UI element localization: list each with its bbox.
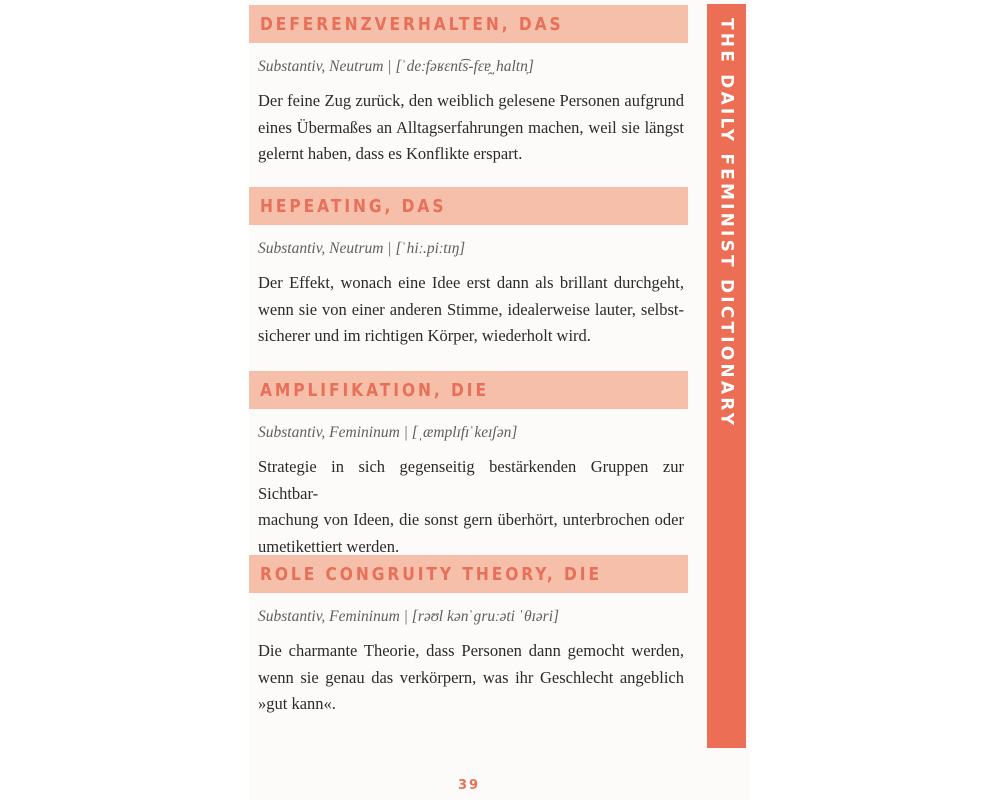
definition-line: Der feine Zug zurück, den weiblich gelesene Personen aufgrund — [258, 91, 684, 110]
entry-definition — [258, 454, 684, 560]
entry-term: ROLE CONGRUITY THEORY, DIE — [260, 563, 602, 585]
entry-definition — [258, 270, 684, 350]
entry-heading-bar — [249, 5, 688, 43]
entry-grammar: Substantiv, Neutrum | [ˈhiː.piːtɪŋ] — [258, 240, 466, 257]
definition-line: wenn sie von einer anderen Stimme, idealerweise lauter, selbst- — [258, 299, 684, 319]
entry-heading-bar — [249, 555, 688, 593]
dictionary-entry — [249, 5, 688, 168]
definition-line: Strategie in sich gegenseitig bestärkenden Gruppen zur Sichtbar- — [258, 457, 684, 503]
definition-line: eines Übermaßes an Alltagserfahrungen machen, weil sie längst — [258, 117, 684, 137]
definition-line: »gut kann«. — [258, 694, 336, 713]
definition-line: sicherer und im richtigen Körper, wiederholt wird. — [258, 326, 591, 345]
entry-grammar: Substantiv, Femininum | [rəʊl kənˈɡruːəti ˈθɪəri] — [258, 608, 560, 625]
dictionary-entry — [249, 555, 688, 718]
entry-heading-bar — [249, 187, 688, 225]
definition-line: umetikettiert werden. — [258, 536, 400, 556]
entry-term: DEFERENZVERHALTEN, DAS — [260, 13, 564, 35]
definition-line: Die charmante Theorie, dass Personen dann gemocht werden, — [258, 641, 684, 660]
book-title-vertical: THE DAILY FEMINIST DICTIONARY — [716, 18, 737, 429]
dictionary-entry — [249, 371, 688, 560]
entry-definition — [258, 88, 684, 168]
definition-line: machung von Ideen, die sonst gern überhört, unterbrochen oder — [258, 510, 684, 529]
definition-line: wenn sie genau das verkörpern, was ihr Geschlecht angeblich — [258, 667, 684, 687]
entry-definition — [258, 638, 684, 718]
entry-grammar: Substantiv, Femininum | [ˌæmplɪfɪˈkeɪʃən] — [258, 424, 518, 441]
entry-term: HEPEATING, DAS — [260, 195, 447, 217]
definition-line: Der Effekt, wonach eine Idee erst dann als brillant durchgeht, — [258, 273, 684, 292]
entry-term: AMPLIFIKATION, DIE — [260, 379, 489, 401]
side-title-band — [707, 4, 746, 748]
entry-heading-bar — [249, 371, 688, 409]
entry-grammar: Substantiv, Neutrum | [ˈdeːfəʁɛnt͡s-fɛɐ̯ˌhaltn̩] — [258, 58, 534, 75]
dictionary-entry — [249, 187, 688, 350]
page-number: 39 — [457, 778, 481, 793]
definition-line: gelernt haben, dass es Konflikte erspart. — [258, 144, 523, 163]
